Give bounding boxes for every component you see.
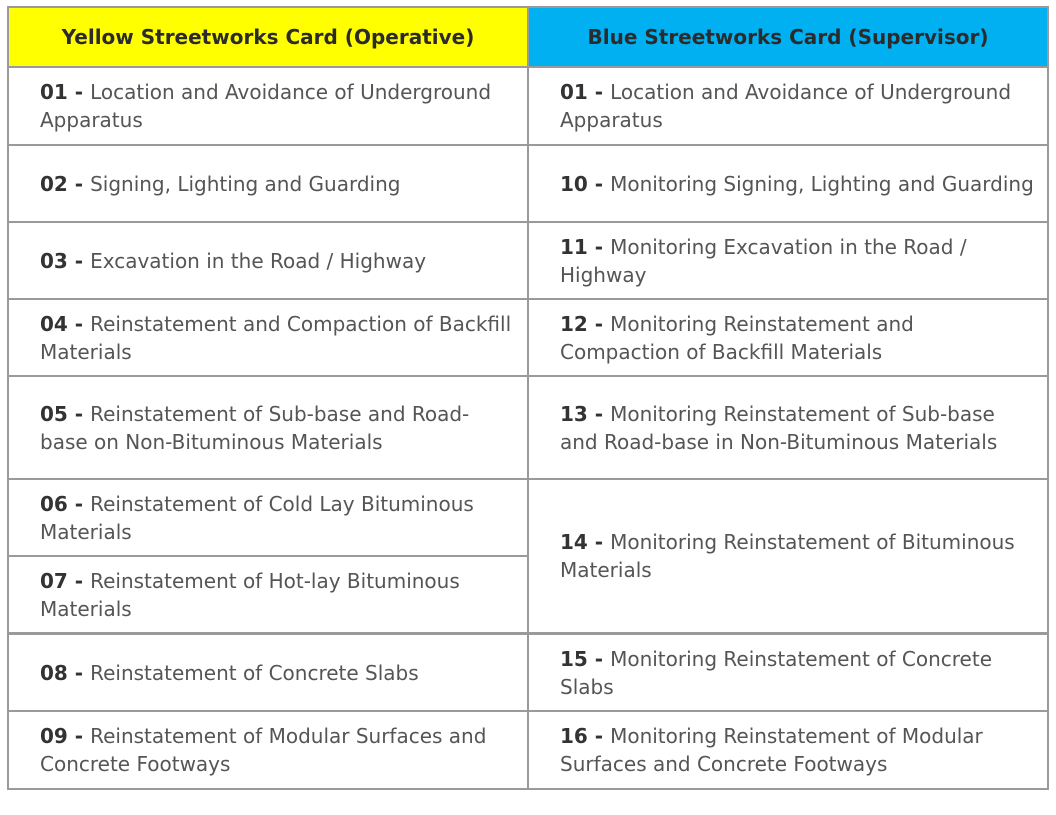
table-row [8, 711, 1048, 789]
table-row [8, 67, 1048, 145]
unit-separator: - [587, 646, 611, 671]
supervisor-unit-cell [528, 634, 1048, 712]
unit-separator: - [587, 311, 611, 336]
header-row [8, 7, 1048, 67]
unit-title: Monitoring Excavation in the Road / Highway [560, 234, 967, 287]
unit-number: 08 [40, 660, 68, 685]
unit-title: Monitoring Signing, Lighting and Guarding [610, 171, 1034, 196]
streetworks-cards-table-wrapper [7, 6, 1049, 790]
unit-number: 03 [40, 248, 68, 273]
unit-number: 10 [560, 171, 588, 196]
unit-title: Location and Avoidance of Underground Apparatus [40, 80, 492, 132]
unit-separator: - [587, 530, 611, 554]
unit-separator: - [67, 248, 91, 273]
unit-separator: - [67, 401, 91, 426]
unit-separator: - [587, 234, 611, 259]
supervisor-unit-cell [528, 67, 1048, 145]
supervisor-unit-cell [528, 222, 1048, 299]
table-row [8, 222, 1048, 299]
unit-number: 02 [40, 171, 68, 196]
operative-unit-cell [8, 222, 528, 299]
unit-title: Monitoring Reinstatement of Modular Surfaces and Concrete Footways [560, 724, 983, 776]
streetworks-cards-table [7, 6, 1049, 790]
unit-separator: - [67, 491, 91, 516]
unit-number: 04 [40, 311, 68, 336]
supervisor-unit-cell [528, 711, 1048, 789]
unit-title: Reinstatement of Sub-base and Road-base on Non-Bituminous Materials [40, 401, 470, 454]
unit-title: Monitoring Reinstatement and Compaction of Backfill Materials [560, 311, 914, 364]
unit-title: Location and Avoidance of Underground Apparatus [560, 80, 1012, 132]
unit-title: Reinstatement of Modular Surfaces and Concrete Footways [40, 724, 487, 776]
supervisor-unit-cell [528, 145, 1048, 222]
unit-title: Reinstatement of Cold Lay Bituminous Materials [40, 491, 474, 544]
operative-unit-cell [8, 556, 528, 634]
supervisor-unit-cell [528, 376, 1048, 479]
unit-number: 09 [40, 724, 68, 748]
unit-separator: - [67, 568, 91, 593]
unit-number: 06 [40, 491, 68, 516]
unit-separator: - [587, 401, 611, 426]
unit-title: Excavation in the Road / Highway [90, 248, 427, 273]
unit-separator: - [587, 80, 611, 104]
unit-number: 01 [560, 80, 588, 104]
table-row [8, 479, 1048, 556]
table-row [8, 634, 1048, 712]
unit-number: 11 [560, 234, 588, 259]
unit-title: Reinstatement and Compaction of Backfill Materials [40, 311, 512, 364]
supervisor-unit-cell [528, 479, 1048, 634]
operative-unit-cell [8, 479, 528, 556]
operative-unit-cell [8, 299, 528, 376]
table-row [8, 299, 1048, 376]
operative-unit-cell [8, 634, 528, 712]
unit-number: 16 [560, 724, 588, 748]
unit-separator: - [67, 724, 91, 748]
unit-separator: - [67, 171, 91, 196]
unit-number: 12 [560, 311, 588, 336]
unit-number: 07 [40, 568, 68, 593]
table-row [8, 145, 1048, 222]
unit-number: 15 [560, 646, 588, 671]
unit-number: 05 [40, 401, 68, 426]
unit-title: Signing, Lighting and Guarding [90, 171, 401, 196]
unit-title: Monitoring Reinstatement of Concrete Slabs [560, 646, 992, 699]
unit-title: Monitoring Reinstatement of Sub-base and Road-base in Non-Bituminous Materials [560, 401, 998, 454]
operative-card-header: Yellow Streetworks Card (Operative) [8, 7, 528, 67]
unit-title: Reinstatement of Concrete Slabs [90, 660, 419, 685]
operative-unit-cell [8, 376, 528, 479]
supervisor-unit-cell [528, 299, 1048, 376]
unit-separator: - [67, 311, 91, 336]
unit-title: Reinstatement of Hot-lay Bituminous Materials [40, 568, 460, 621]
unit-separator: - [587, 724, 611, 748]
unit-title: Monitoring Reinstatement of Bituminous Materials [560, 530, 1015, 582]
operative-unit-cell [8, 145, 528, 222]
operative-unit-cell [8, 711, 528, 789]
unit-separator: - [67, 80, 91, 104]
supervisor-card-header: Blue Streetworks Card (Supervisor) [528, 7, 1048, 67]
operative-unit-cell [8, 67, 528, 145]
unit-number: 13 [560, 401, 588, 426]
unit-number: 14 [560, 530, 588, 554]
unit-number: 01 [40, 80, 68, 104]
unit-separator: - [67, 660, 91, 685]
unit-separator: - [587, 171, 611, 196]
table-row [8, 376, 1048, 479]
